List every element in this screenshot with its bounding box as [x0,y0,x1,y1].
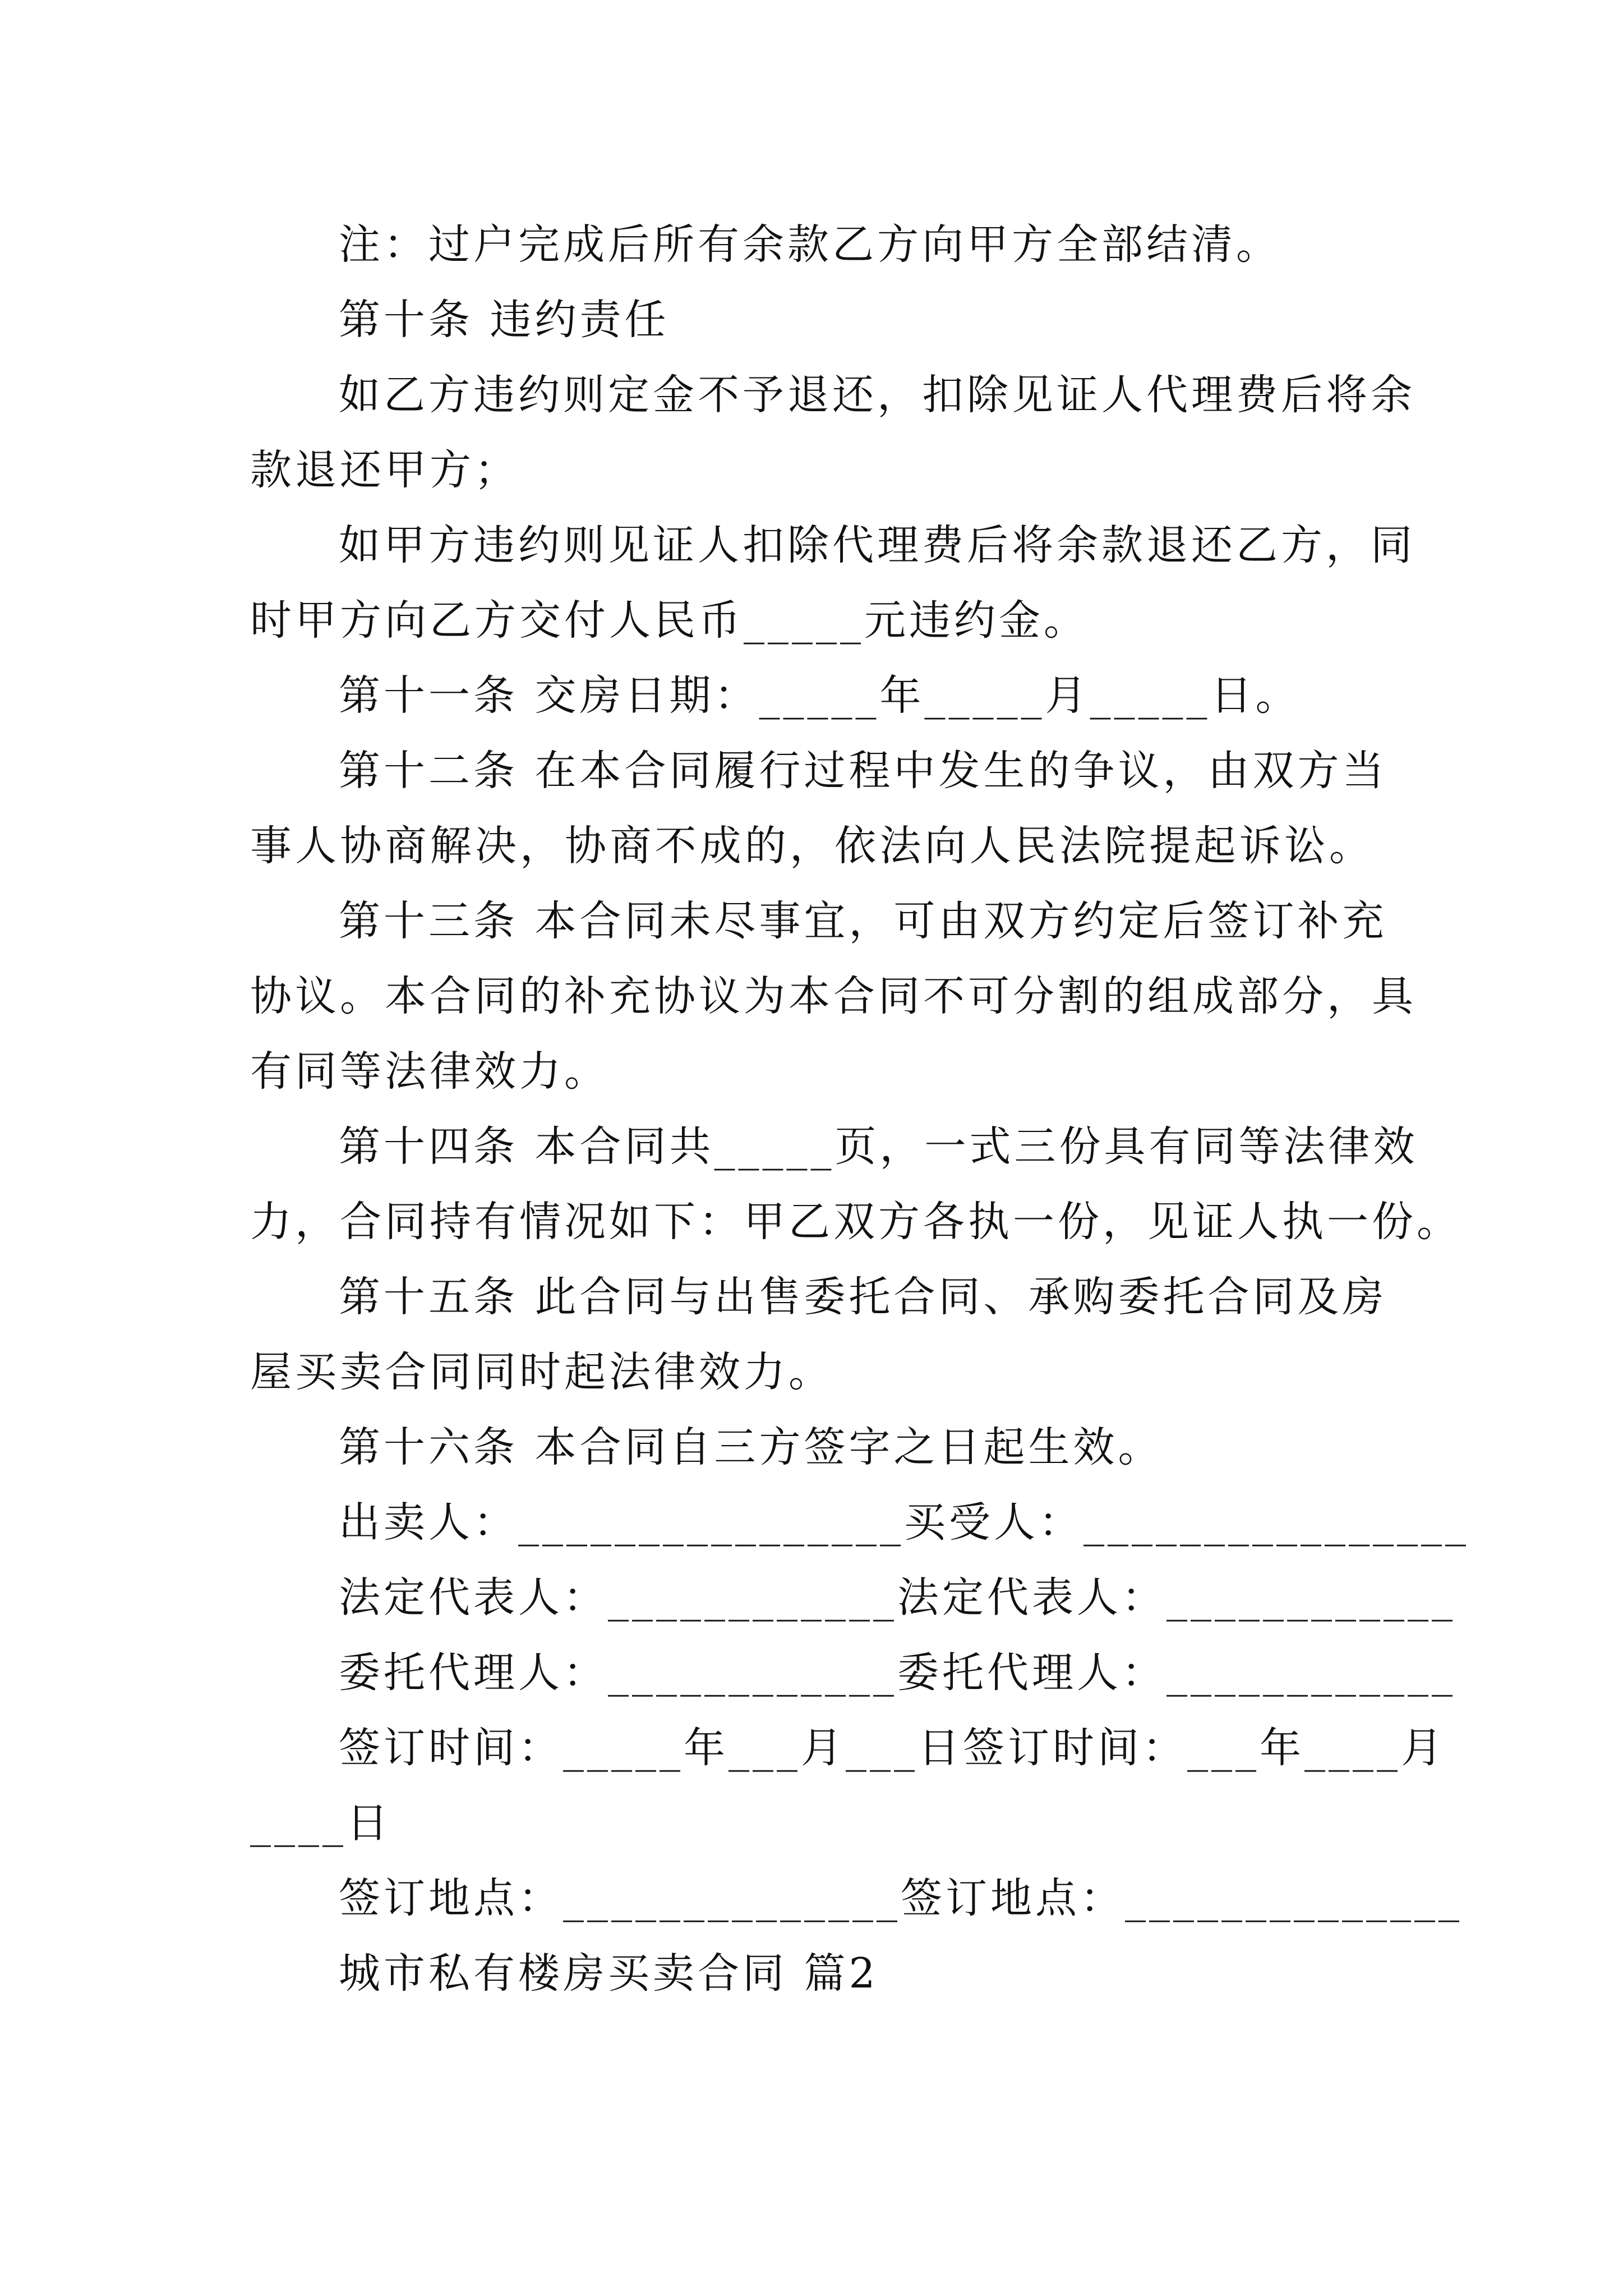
paragraph-article-14-line-2: 力，合同持有情况如下：甲乙双方各执一份，见证人执一份。 [250,1198,1461,1246]
paragraph-article-15-line-2: 屋买卖合同同时起法律效力。 [250,1348,833,1396]
paragraph-article-13-line-2: 协议。本合同的补充协议为本合同不可分割的组成部分，具 [250,972,1417,1020]
paragraph-article-10-line-1: 如乙方违约则定金不予退还，扣除见证人代理费后将余 [339,371,1415,419]
paragraph-article-12-line-1: 第十二条 在本合同履行过程中发生的争议，由双方当 [339,747,1387,795]
paragraph-article-16: 第十六条 本合同自三方签字之日起生效。 [339,1423,1163,1471]
signature-authorized-agent: 委托代理人：____________委托代理人：____________ [339,1649,1456,1697]
paragraph-article-13-line-3: 有同等法律效力。 [250,1047,609,1096]
paragraph-article-10-line-3: 如甲方违约则见证人扣除代理费后将余款退还乙方，同 [339,521,1415,569]
paragraph-article-12-line-2: 事人协商解决，协商不成的，依法向人民法院提起诉讼。 [250,822,1374,870]
signature-seller-buyer: 出卖人：________________买受人：________________ [339,1498,1469,1547]
heading-article-10: 第十条 违约责任 [339,296,670,344]
paragraph-article-10-line-4: 时甲方向乙方交付人民币_____元违约金。 [250,596,1089,645]
paragraph-note-settlement: 注：过户完成后所有余款乙方向甲方全部结清。 [339,220,1281,269]
signature-date-line-1: 签订时间：_____年___月___日签订时间：___年____月 [339,1724,1446,1772]
paragraph-article-10-line-2: 款退还甲方； [250,446,519,494]
signature-place: 签订地点：______________签订地点：______________ [339,1874,1463,1922]
signature-legal-representative: 法定代表人：____________法定代表人：____________ [339,1573,1456,1622]
paragraph-article-15-line-1: 第十五条 此合同与出售委托合同、承购委托合同及房 [339,1273,1387,1321]
paragraph-article-11: 第十一条 交房日期：_____年_____月_____日。 [339,671,1301,720]
signature-date-line-2: ____日 [250,1799,391,1847]
paragraph-article-13-line-1: 第十三条 本合同未尽事宜，可由双方约定后签订补充 [339,897,1387,945]
paragraph-article-14-line-1: 第十四条 本合同共_____页，一式三份具有同等法律效 [339,1122,1418,1171]
section-title-part-2: 城市私有楼房买卖合同 篇2 [339,1949,879,1998]
